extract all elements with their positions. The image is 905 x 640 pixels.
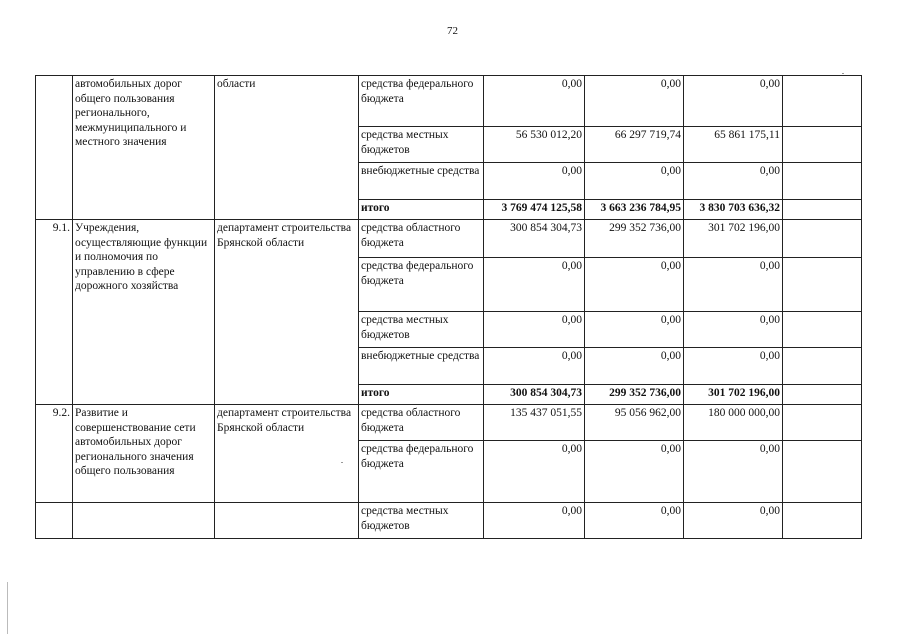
- value-year1-cell: 0,00: [484, 163, 585, 200]
- scan-edge-mark: [7, 582, 8, 634]
- value-year2-cell: 0,00: [585, 348, 684, 385]
- value-year2-cell: 299 352 736,00: [585, 385, 684, 405]
- value-year2-cell: 0,00: [585, 312, 684, 348]
- scan-speck: [842, 73, 844, 74]
- value-year3-cell: 3 830 703 636,32: [684, 200, 783, 220]
- funding-source-cell: итого: [359, 385, 484, 405]
- empty-cell: [783, 503, 862, 539]
- executor-cell: области: [215, 76, 359, 220]
- funding-source-cell: средства местных бюджетов: [359, 503, 484, 539]
- value-year1-cell: 0,00: [484, 441, 585, 503]
- value-year3-cell: 0,00: [684, 348, 783, 385]
- empty-cell: [783, 200, 862, 220]
- value-year3-cell: 180 000 000,00: [684, 405, 783, 441]
- value-year2-cell: 0,00: [585, 441, 684, 503]
- funding-source-cell: средства областного бюджета: [359, 405, 484, 441]
- value-year3-cell: 0,00: [684, 163, 783, 200]
- value-year2-cell: 3 663 236 784,95: [585, 200, 684, 220]
- scan-speck: [341, 462, 343, 463]
- item-name-cell: автомобильных дорог общего пользования регионального, межмуниципального и местного значения: [73, 76, 215, 220]
- empty-cell: [783, 348, 862, 385]
- value-year1-cell: 56 530 012,20: [484, 127, 585, 163]
- funding-source-cell: итого: [359, 200, 484, 220]
- funding-source-cell: внебюджетные средства: [359, 163, 484, 200]
- empty-cell: [783, 220, 862, 258]
- table-row: [36, 220, 862, 258]
- value-year1-cell: 0,00: [484, 76, 585, 127]
- funding-source-cell: средства местных бюджетов: [359, 312, 484, 348]
- empty-cell: [783, 76, 862, 127]
- empty-cell: [783, 163, 862, 200]
- value-year3-cell: 0,00: [684, 76, 783, 127]
- value-year2-cell: 0,00: [585, 163, 684, 200]
- value-year3-cell: 65 861 175,11: [684, 127, 783, 163]
- item-number-cell: [36, 76, 73, 220]
- item-name-cell: Учреждения, осуществляющие функции и полномочия по управлению в сфере дорожного хозяйства: [73, 220, 215, 405]
- funding-source-cell: средства областного бюджета: [359, 220, 484, 258]
- item-number-cell: 9.1.: [36, 220, 73, 405]
- table-row: [36, 405, 862, 441]
- item-name-cell: [73, 503, 215, 539]
- executor-cell: департамент строительства Брянской области: [215, 405, 359, 503]
- funding-source-cell: внебюджетные средства: [359, 348, 484, 385]
- value-year1-cell: 0,00: [484, 503, 585, 539]
- value-year1-cell: 300 854 304,73: [484, 385, 585, 405]
- value-year3-cell: 301 702 196,00: [684, 220, 783, 258]
- value-year3-cell: 0,00: [684, 258, 783, 312]
- value-year2-cell: 66 297 719,74: [585, 127, 684, 163]
- funding-source-cell: средства федерального бюджета: [359, 441, 484, 503]
- page-number: 72: [447, 25, 458, 37]
- empty-cell: [783, 385, 862, 405]
- budget-table: [35, 75, 862, 539]
- value-year2-cell: 299 352 736,00: [585, 220, 684, 258]
- empty-cell: [783, 258, 862, 312]
- value-year2-cell: 95 056 962,00: [585, 405, 684, 441]
- value-year1-cell: 0,00: [484, 348, 585, 385]
- value-year1-cell: 3 769 474 125,58: [484, 200, 585, 220]
- value-year2-cell: 0,00: [585, 76, 684, 127]
- value-year3-cell: 301 702 196,00: [684, 385, 783, 405]
- empty-cell: [783, 312, 862, 348]
- funding-source-cell: средства местных бюджетов: [359, 127, 484, 163]
- value-year1-cell: 0,00: [484, 258, 585, 312]
- executor-cell: департамент строительства Брянской области: [215, 220, 359, 405]
- empty-cell: [783, 441, 862, 503]
- funding-source-cell: средства федерального бюджета: [359, 258, 484, 312]
- value-year2-cell: 0,00: [585, 258, 684, 312]
- empty-cell: [783, 127, 862, 163]
- executor-cell: [215, 503, 359, 539]
- table-row: [36, 503, 862, 539]
- value-year3-cell: 0,00: [684, 441, 783, 503]
- item-name-cell: Развитие и совершенствование сети автомобильных дорог регионального значения общего пользования: [73, 405, 215, 503]
- empty-cell: [783, 405, 862, 441]
- value-year1-cell: 300 854 304,73: [484, 220, 585, 258]
- table-row: [36, 76, 862, 127]
- value-year2-cell: 0,00: [585, 503, 684, 539]
- value-year3-cell: 0,00: [684, 503, 783, 539]
- funding-source-cell: средства федерального бюджета: [359, 76, 484, 127]
- value-year1-cell: 0,00: [484, 312, 585, 348]
- value-year3-cell: 0,00: [684, 312, 783, 348]
- item-number-cell: [36, 503, 73, 539]
- value-year1-cell: 135 437 051,55: [484, 405, 585, 441]
- item-number-cell: 9.2.: [36, 405, 73, 503]
